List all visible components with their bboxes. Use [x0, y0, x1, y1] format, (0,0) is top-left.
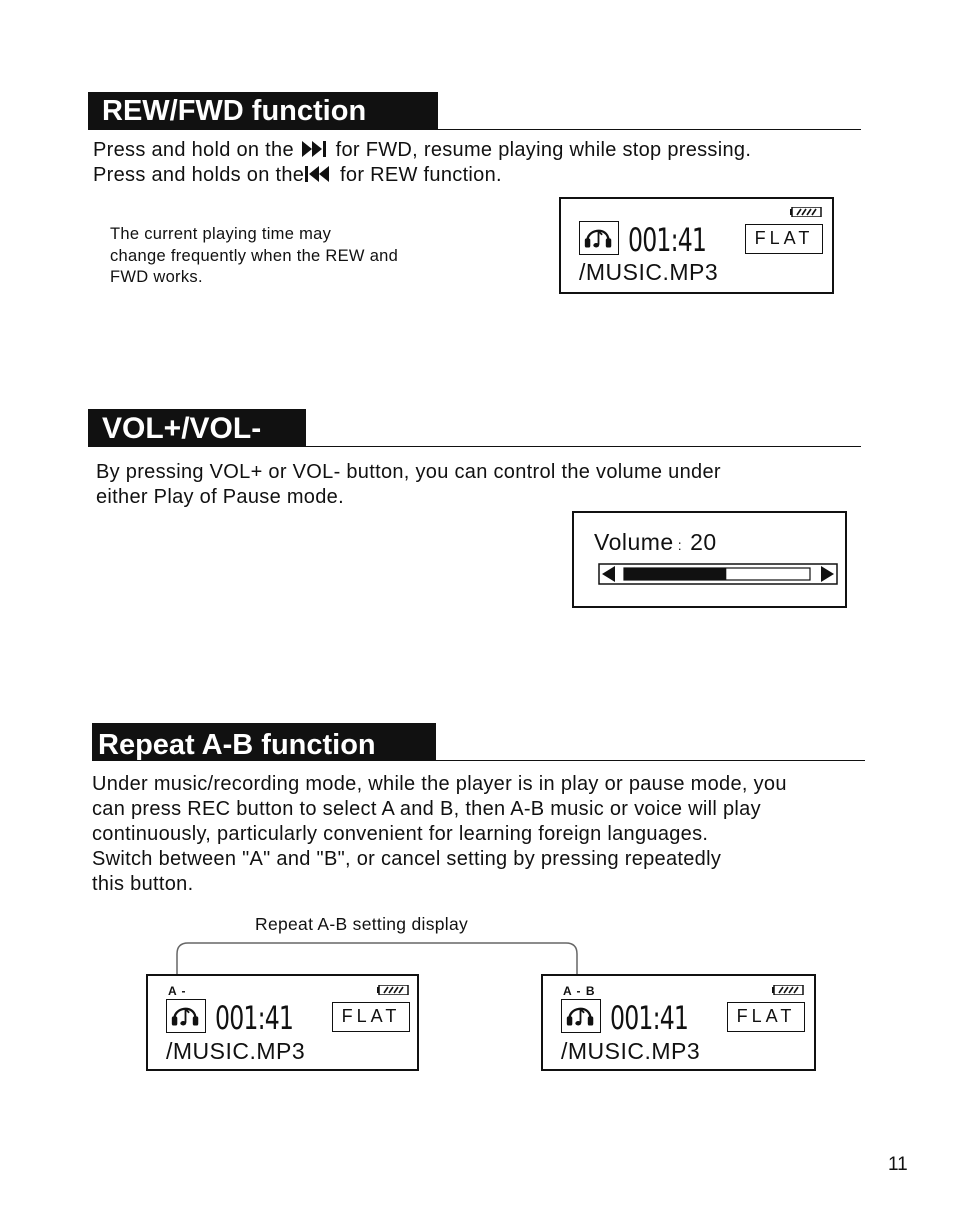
repeat-ab-indicator: A - B [563, 984, 596, 998]
file-name: /MUSIC.MP3 [561, 1038, 701, 1064]
playing-time: 001:41 [628, 221, 707, 259]
rewfwd-line-1-a: Press and hold on the [93, 139, 294, 161]
section-rule [438, 129, 861, 130]
volume-display [572, 511, 847, 608]
volume-bar [598, 563, 838, 587]
note-line: change frequently when the REW and [110, 246, 399, 265]
volume-label-row [594, 528, 717, 559]
text-line: Switch between "A" and "B", or cancel setting by pressing repeatedly [92, 848, 722, 870]
file-name: /MUSIC.MP3 [579, 259, 719, 285]
rewfwd-line-2-a: Press and holds on the [93, 164, 305, 186]
file-name: /MUSIC.MP3 [166, 1038, 306, 1064]
volume-level-fill [624, 568, 726, 580]
text-line: can press REC button to select A and B, then A-B music or voice will play [92, 798, 761, 820]
volume-up-arrow [821, 566, 834, 582]
rewfwd-note [110, 224, 398, 289]
repeat-text [92, 772, 787, 897]
rewfwd-line-2-b: for REW function. [340, 164, 502, 186]
text-line: this button. [92, 873, 194, 895]
player-display-a [146, 974, 419, 1071]
volume-down-arrow [602, 566, 615, 582]
text-line: By pressing VOL+ or VOL- button, you can control the volume under [96, 461, 721, 483]
rewfwd-line-1 [93, 138, 751, 163]
battery-icon [790, 207, 822, 217]
section-rule [436, 760, 865, 761]
text-line: continuously, particularly convenient for learning foreign languages. [92, 823, 709, 845]
section-title-volume: VOL+/VOL- [88, 409, 306, 447]
volume-text [96, 460, 721, 510]
volume-separator: : [677, 537, 683, 553]
repeat-a-indicator: A - [168, 984, 187, 998]
playing-time: 001:41 [215, 999, 294, 1037]
note-line: FWD works. [110, 268, 203, 286]
text-line: Under music/recording mode, while the player is in play or pause mode, you [92, 773, 787, 795]
page-number: 11 [888, 1154, 908, 1175]
rewfwd-line-1-b: for FWD, resume playing while stop pressing. [335, 139, 752, 161]
repeat-caption: Repeat A-B setting display [255, 914, 469, 934]
headphone-note-icon [561, 999, 601, 1033]
battery-icon [377, 985, 409, 995]
volume-value: 20 [690, 529, 717, 555]
rewind-icon [304, 165, 334, 183]
text-line: either Play of Pause mode. [96, 486, 344, 508]
headphone-note-icon [166, 999, 206, 1033]
note-line: The current playing time may [110, 225, 332, 243]
eq-mode: FLAT [727, 1002, 805, 1032]
headphone-note-icon [579, 221, 619, 255]
skip-forward-icon [300, 140, 330, 158]
eq-mode: FLAT [745, 224, 823, 254]
player-display-ab [541, 974, 816, 1071]
section-rule [306, 446, 861, 447]
rewfwd-line-2 [93, 163, 502, 188]
eq-mode: FLAT [332, 1002, 410, 1032]
volume-label: Volume [594, 529, 674, 555]
playing-time: 001:41 [610, 999, 689, 1037]
player-display [559, 197, 834, 294]
section-title-repeat: Repeat A-B function [92, 723, 436, 761]
battery-icon [772, 985, 804, 995]
section-title-rewfwd: REW/FWD function [88, 92, 438, 130]
